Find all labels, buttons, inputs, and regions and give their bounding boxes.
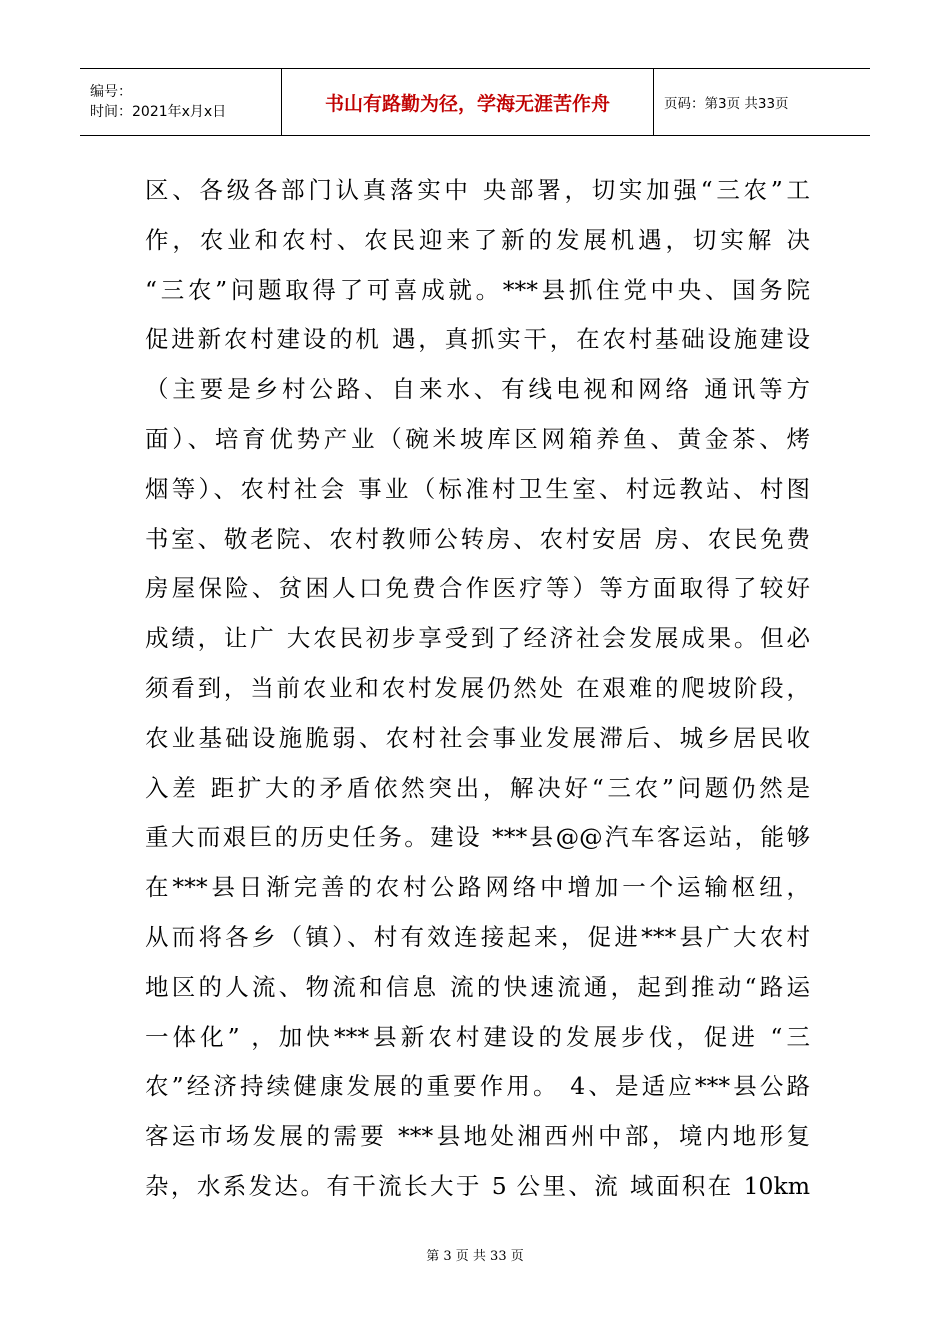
motto-text: 书山有路勤为径，学海无涯苦作舟 bbox=[324, 92, 610, 115]
body-line: 从而将各乡（镇）、村有效连接起来，促进***县广大农村 bbox=[145, 922, 810, 951]
document-number-label: 编号： bbox=[90, 84, 132, 100]
header-page-info bbox=[654, 69, 870, 135]
body-line: 在***县日渐完善的农村公路网络中增加一个运输枢纽， bbox=[145, 873, 810, 902]
body-paragraph bbox=[145, 166, 810, 1212]
body-line: 客运市场发展的需要 ***县地处湘西州中部，境内地形复 bbox=[145, 1122, 810, 1151]
body-line: 入差 距扩大的矛盾依然突出，解决好“三农”问题仍然是 bbox=[145, 773, 810, 802]
header-meta bbox=[80, 69, 282, 135]
body-line: 农业基础设施脆弱、农村社会事业发展滞后、城乡居民收 bbox=[145, 723, 810, 752]
body-line: 一体化” ，加快***县新农村建设的发展步伐，促进 “三 bbox=[145, 1022, 810, 1051]
body-line: 成绩，让广 大农民初步享受到了经济社会发展成果。但必 bbox=[145, 624, 810, 653]
header-motto bbox=[282, 69, 654, 135]
body-line: 重大而艰巨的历史任务。建设 ***县@@汽车客运站，能够 bbox=[145, 823, 810, 852]
body-line: 面）、培育优势产业（碗米坡库区网箱养鱼、黄金茶、烤 bbox=[145, 424, 810, 453]
body-line: 房屋保险、贫困人口免费合作医疗等）等方面取得了较好 bbox=[145, 574, 810, 603]
body-line: 书室、敬老院、农村教师公转房、农村安居 房、农民免费 bbox=[145, 524, 810, 553]
body-line: （主要是乡村公路、自来水、有线电视和网络 通讯等方 bbox=[145, 375, 810, 404]
page-header bbox=[80, 68, 870, 136]
body-line: 作，农业和农村、农民迎来了新的发展机遇，切实解 决 bbox=[145, 225, 810, 254]
body-line: 区、各级各部门认真落实中 央部署，切实加强“三农”工 bbox=[145, 176, 810, 204]
body-line: 促进新农村建设的机 遇，真抓实干，在农村基础设施建设 bbox=[145, 325, 810, 354]
body-line: 须看到，当前农业和农村发展仍然处 在艰难的爬坡阶段， bbox=[145, 673, 810, 702]
page-info-text: 页码：第3页 共33页 bbox=[664, 96, 789, 112]
body-line: “三农”问题取得了可喜成就。***县抓住党中央、国务院 bbox=[145, 275, 810, 304]
footer-page-number: 第 3 页 共 33 页 bbox=[426, 1249, 524, 1264]
body-line: 农”经济持续健康发展的重要作用。 4、是适应***县公路 bbox=[145, 1072, 810, 1101]
body-line: 地区的人流、物流和信息 流的快速流通，起到推动“路运 bbox=[145, 972, 810, 1001]
body-line: 杂，水系发达。有干流长大于 5 公里、流 域面积在 10km bbox=[145, 1171, 810, 1200]
page-footer bbox=[0, 1245, 950, 1264]
body-line: 烟等）、农村社会 事业（标准村卫生室、村远教站、村图 bbox=[145, 474, 810, 503]
document-date: 时间：2021年x月x日 bbox=[90, 104, 227, 120]
